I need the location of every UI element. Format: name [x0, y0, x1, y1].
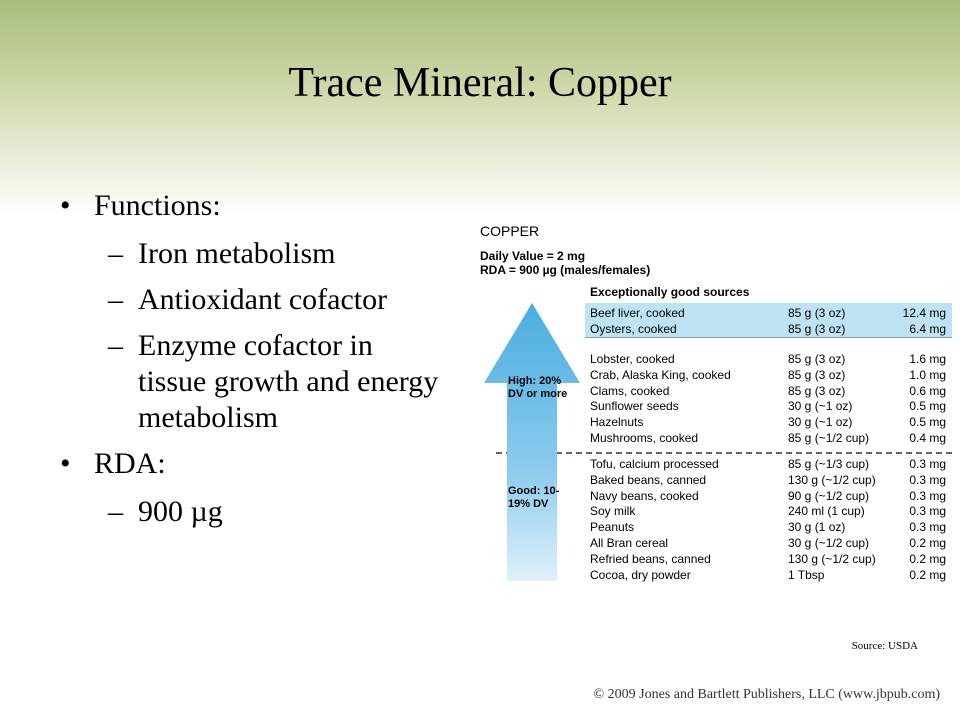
- food-name: Oysters, cooked: [590, 321, 677, 336]
- table-row: [590, 384, 948, 399]
- good-zone-label: Good: 10-19% DV: [508, 485, 560, 510]
- table-row: [590, 504, 948, 519]
- copper-amount: 0.3 mg: [909, 504, 946, 519]
- food-name: Beef liver, cooked: [590, 306, 685, 320]
- table-row: [590, 431, 948, 446]
- food-name: Peanuts: [590, 520, 635, 535]
- copyright-note: © 2009 Jones and Bartlett Publishers, LLC (www.jbpub.com): [593, 687, 940, 702]
- copper-amount: 0.6 mg: [909, 383, 946, 398]
- source-note: Source: USDA: [851, 640, 918, 652]
- copper-amount: 0.5 mg: [909, 415, 946, 430]
- bullet-functions: [60, 188, 440, 224]
- food-name: Clams, cooked: [590, 383, 670, 398]
- sub-bullet: [60, 282, 440, 318]
- table-row: [590, 415, 948, 430]
- serving-size: 130 g (~1/2 cup): [788, 551, 876, 566]
- copper-amount: 6.4 mg: [909, 321, 946, 336]
- copper-amount: 0.2 mg: [909, 567, 946, 582]
- sub-bullet-dash: –: [108, 329, 123, 362]
- table-row: [590, 568, 948, 583]
- food-name: Soy milk: [590, 504, 636, 519]
- food-name: All Bran cereal: [590, 536, 669, 550]
- serving-size: 30 g (~1 oz): [788, 399, 853, 414]
- food-name: Mushrooms, cooked: [590, 431, 699, 445]
- copper-amount: 0.2 mg: [909, 551, 946, 566]
- table-row: [590, 552, 948, 567]
- sub-bullet-dash: –: [108, 495, 123, 528]
- divider: [585, 337, 952, 338]
- slide-title: Trace Mineral: Copper: [288, 60, 672, 106]
- copper-amount: 0.3 mg: [909, 457, 946, 471]
- serving-size: 30 g (~1/2 cup): [788, 536, 870, 550]
- table-row: [590, 520, 948, 535]
- bullet-label: RDA:: [94, 447, 166, 480]
- table-row: [590, 489, 948, 504]
- food-name: Cocoa, dry powder: [590, 567, 691, 582]
- serving-size: 85 g (3 oz): [788, 383, 846, 398]
- sub-bullet-dash: –: [108, 237, 123, 270]
- sub-bullet: [60, 328, 440, 436]
- bullet-list: [60, 188, 440, 540]
- table-row: [590, 473, 948, 488]
- bullet-label: Functions:: [94, 189, 221, 222]
- serving-size: 85 g (3 oz): [788, 321, 846, 336]
- table-title: COPPER: [480, 223, 540, 239]
- daily-value: Daily Value = 2 mg: [480, 249, 586, 263]
- copper-amount: 0.3 mg: [909, 472, 946, 487]
- sub-bullet: [60, 236, 440, 272]
- sub-bullet-text: Enzyme cofactor in tissue growth and energy metabolism: [138, 329, 439, 434]
- table-row: [590, 306, 948, 321]
- table-row: [590, 368, 948, 383]
- food-name: Refried beans, canned: [590, 551, 711, 566]
- serving-size: 85 g (3 oz): [788, 352, 846, 366]
- copper-amount: 0.4 mg: [909, 431, 946, 445]
- serving-size: 85 g (~1/3 cup): [788, 457, 870, 471]
- copper-sources-table: [472, 215, 952, 585]
- copper-amount: 1.6 mg: [909, 352, 946, 366]
- exceptional-header: Exceptionally good sources: [590, 285, 750, 299]
- table-row: [590, 536, 948, 551]
- serving-size: 30 g (1 oz): [788, 520, 846, 535]
- sub-bullet: [60, 494, 440, 530]
- food-name: Sunflower seeds: [590, 399, 679, 414]
- sub-bullet-dash: –: [108, 283, 123, 316]
- high-zone-label: High: 20% DV or more: [508, 375, 568, 400]
- serving-size: 240 ml (1 cup): [788, 504, 865, 519]
- serving-size: 1 Tbsp: [788, 567, 825, 582]
- copper-amount: 0.3 mg: [909, 488, 946, 503]
- bullet-rda: [60, 446, 440, 482]
- food-name: Navy beans, cooked: [590, 488, 699, 503]
- food-name: Tofu, calcium processed: [590, 457, 719, 471]
- sub-bullet-text: Antioxidant cofactor: [138, 283, 388, 316]
- up-arrow-icon: [482, 303, 582, 583]
- serving-size: 85 g (3 oz): [788, 306, 846, 320]
- serving-size: 90 g (~1/2 cup): [788, 488, 870, 503]
- copper-amount: 0.2 mg: [909, 536, 946, 550]
- serving-size: 85 g (3 oz): [788, 367, 846, 382]
- bullet-glyph: •: [60, 189, 71, 222]
- table-row: [590, 457, 948, 472]
- table-row: [590, 322, 948, 337]
- food-name: Hazelnuts: [590, 415, 644, 430]
- food-name: Crab, Alaska King, cooked: [590, 367, 731, 382]
- copper-amount: 12.4 mg: [902, 306, 946, 320]
- table-row: [590, 352, 948, 367]
- serving-size: 130 g (~1/2 cup): [788, 472, 876, 487]
- bullet-glyph: •: [60, 447, 71, 480]
- sub-bullet-text: Iron metabolism: [138, 237, 336, 270]
- copper-amount: 1.0 mg: [909, 367, 946, 382]
- copper-amount: 0.5 mg: [909, 399, 946, 414]
- serving-size: 30 g (~1 oz): [788, 415, 853, 430]
- serving-size: 85 g (~1/2 cup): [788, 431, 870, 445]
- food-name: Baked beans, canned: [590, 472, 707, 487]
- copper-amount: 0.3 mg: [909, 520, 946, 535]
- sub-bullet-text: 900 µg: [138, 495, 223, 528]
- rda-value: RDA = 900 µg (males/females): [480, 263, 651, 277]
- table-row: [590, 399, 948, 414]
- food-name: Lobster, cooked: [590, 352, 675, 366]
